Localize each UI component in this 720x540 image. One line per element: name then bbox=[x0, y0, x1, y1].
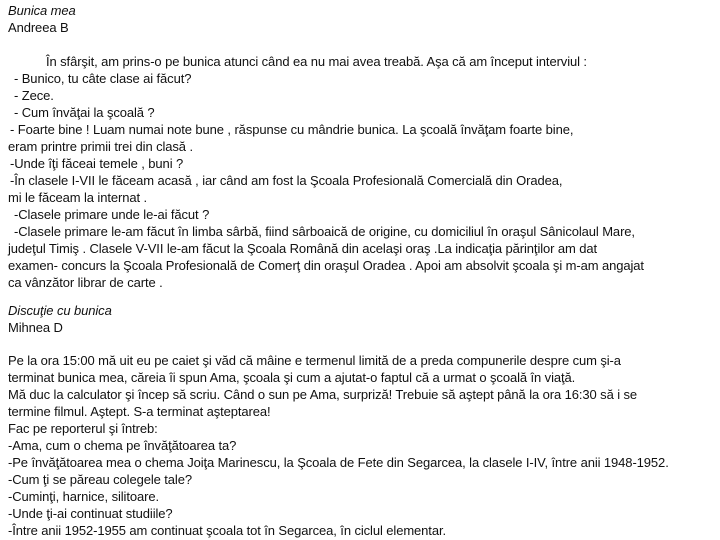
section2-line: Mă duc la calculator şi încep să scriu. Când o sun pe Ama, surpriză! Trebuie să aştept până la ora 16:30 să i se bbox=[8, 387, 638, 402]
section1-line: ca vânzător librar de carte . bbox=[8, 275, 163, 290]
section2-line: -Ama, cum o chema pe învăţătoarea ta? bbox=[8, 438, 237, 453]
section1-line: - Cum învăţai la şcoală ? bbox=[14, 105, 155, 120]
section2-line: -Cuminţi, harnice, silitoare. bbox=[8, 489, 159, 504]
section2-author: Mihnea D bbox=[8, 320, 63, 335]
section2-line: -Între anii 1952-1955 am continuat şcoala tot în Segarcea, în ciclul elementar. bbox=[8, 523, 446, 538]
section2-line: -Pe învăţătoarea mea o chema Joiţa Marinescu, la Şcoala de Fete din Segarcea, la clasele I-IV, între anii 1948-1952. bbox=[8, 455, 669, 470]
section1-line: - Foarte bine ! Luam numai note bune , răspunse cu mândrie bunica. La şcoală învăţam foarte bine, bbox=[10, 122, 574, 137]
section1-line: examen- concurs la Şcoala Profesională de Comerţ din oraşul Oradea . Apoi am absolvit şcoala şi m-am angajat bbox=[8, 258, 644, 273]
section2-line: terminat bunica mea, căreia îi spun Ama, şcoala şi cum a ajutat-o faptul că a urmat o şcoală în viaţă. bbox=[8, 370, 576, 385]
section1-line: - Zece. bbox=[14, 88, 54, 103]
section2-line: -Cum ţi se păreau colegele tale? bbox=[8, 472, 192, 487]
section1-title: Bunica mea bbox=[8, 3, 76, 18]
section1-line: - Bunico, tu câte clase ai făcut? bbox=[14, 71, 192, 86]
section1-line: -Clasele primare unde le-ai făcut ? bbox=[14, 207, 210, 222]
section1-line: judeţul Timiş . Clasele V-VII le-am făcut la Şcoala Română din acelaşi oraş .La indicaţia părinţilor am dat bbox=[8, 241, 598, 256]
section1-line: eram printre primii trei din clasă . bbox=[8, 139, 193, 154]
section2-line: Pe la ora 15:00 mă uit eu pe caiet şi văd că mâine e termenul limită de a preda compunerile despre cum şi-a bbox=[8, 353, 621, 368]
section1-line: -Unde îţi făceai temele , buni ? bbox=[10, 156, 184, 171]
section2-title: Discuţie cu bunica bbox=[8, 303, 112, 318]
section2-line: termine filmul. Aştept. S-a terminat aşteptarea! bbox=[8, 404, 271, 419]
section1-line: mi le făceam la internat . bbox=[8, 190, 148, 205]
section1-line: -În clasele I-VII le făceam acasă , iar când am fost la Şcoala Profesională Comercială din Oradea, bbox=[10, 173, 563, 188]
section1-author: Andreea B bbox=[8, 20, 69, 35]
section1-line: În sfârşit, am prins-o pe bunica atunci când ea nu mai avea treabă. Aşa că am început interviul : bbox=[46, 54, 587, 69]
section2-line: -Unde ţi-ai continuat studiile? bbox=[8, 506, 173, 521]
section1-line: -Clasele primare le-am făcut în limba sârbă, fiind sârboaică de origine, cu domiciliul în oraşul Sânicolaul Mare, bbox=[14, 224, 635, 239]
section2-line: Fac pe reporterul şi întreb: bbox=[8, 421, 158, 436]
